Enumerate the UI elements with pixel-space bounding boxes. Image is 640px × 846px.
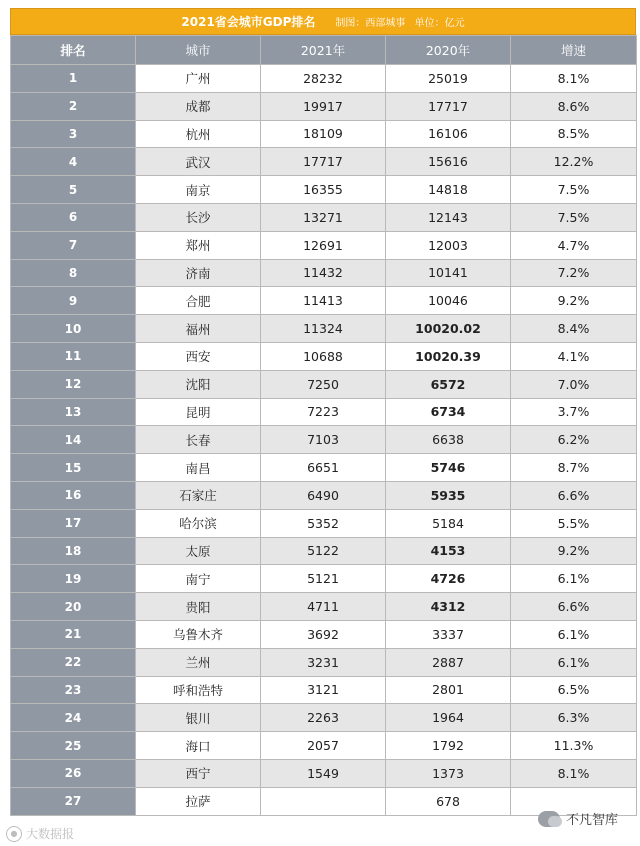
- city-cell: 拉萨: [136, 787, 261, 815]
- city-cell: 西安: [136, 342, 261, 370]
- rank-cell: 21: [11, 620, 136, 648]
- gdp-2020-cell: 3337: [386, 620, 511, 648]
- gdp-2021-cell: 6490: [261, 481, 386, 509]
- gdp-2021-cell: 19917: [261, 92, 386, 120]
- gdp-ranking-table-container: [10, 8, 636, 816]
- gdp-2020-cell: 25019: [386, 65, 511, 93]
- rank-cell: 5: [11, 176, 136, 204]
- gdp-2020-cell: 4312: [386, 593, 511, 621]
- gdp-2020-cell: 6734: [386, 398, 511, 426]
- rank-cell: 14: [11, 426, 136, 454]
- header-2021: 2021年: [261, 36, 386, 65]
- table-title: 2021省会城市GDP排名: [181, 15, 316, 29]
- growth-cell: 8.6%: [511, 92, 637, 120]
- gdp-2020-cell: 12003: [386, 231, 511, 259]
- gdp-2020-cell: 5935: [386, 481, 511, 509]
- rank-cell: 4: [11, 148, 136, 176]
- header-row: [11, 36, 637, 65]
- gdp-2021-cell: 12691: [261, 231, 386, 259]
- table-title-bar: [10, 8, 636, 35]
- growth-cell: 8.7%: [511, 454, 637, 482]
- growth-cell: 6.1%: [511, 565, 637, 593]
- gdp-2020-cell: 5184: [386, 509, 511, 537]
- city-cell: 长沙: [136, 203, 261, 231]
- gdp-2021-cell: 7103: [261, 426, 386, 454]
- gdp-2020-cell: 678: [386, 787, 511, 815]
- gdp-2021-cell: 3231: [261, 648, 386, 676]
- table-row: [11, 732, 637, 760]
- rank-cell: 7: [11, 231, 136, 259]
- city-cell: 乌鲁木齐: [136, 620, 261, 648]
- city-cell: 武汉: [136, 148, 261, 176]
- rank-cell: 1: [11, 65, 136, 93]
- gdp-2021-cell: 4711: [261, 593, 386, 621]
- city-cell: 贵阳: [136, 593, 261, 621]
- watermark-left: [6, 825, 74, 842]
- table-row: [11, 342, 637, 370]
- gdp-2021-cell: 5122: [261, 537, 386, 565]
- rank-cell: 6: [11, 203, 136, 231]
- city-cell: 南昌: [136, 454, 261, 482]
- city-cell: 郑州: [136, 231, 261, 259]
- table-row: [11, 537, 637, 565]
- gdp-2020-cell: 2801: [386, 676, 511, 704]
- table-row: [11, 509, 637, 537]
- table-row: [11, 593, 637, 621]
- city-cell: 太原: [136, 537, 261, 565]
- table-row: [11, 259, 637, 287]
- growth-cell: 6.1%: [511, 620, 637, 648]
- rank-cell: 20: [11, 593, 136, 621]
- city-cell: 长春: [136, 426, 261, 454]
- gdp-2021-cell: 18109: [261, 120, 386, 148]
- growth-cell: 8.1%: [511, 65, 637, 93]
- table-row: [11, 176, 637, 204]
- gdp-2021-cell: 2057: [261, 732, 386, 760]
- growth-cell: 6.6%: [511, 593, 637, 621]
- city-cell: 成都: [136, 92, 261, 120]
- gdp-2020-cell: 5746: [386, 454, 511, 482]
- gdp-2020-cell: 12143: [386, 203, 511, 231]
- city-cell: 昆明: [136, 398, 261, 426]
- table-row: [11, 704, 637, 732]
- city-cell: 海口: [136, 732, 261, 760]
- gdp-2020-cell: 1964: [386, 704, 511, 732]
- gdp-2021-cell: 13271: [261, 203, 386, 231]
- rank-cell: 10: [11, 315, 136, 343]
- table-row: [11, 203, 637, 231]
- table-row: [11, 370, 637, 398]
- gdp-2021-cell: 5352: [261, 509, 386, 537]
- growth-cell: 6.2%: [511, 426, 637, 454]
- growth-cell: 7.2%: [511, 259, 637, 287]
- growth-cell: 6.6%: [511, 481, 637, 509]
- growth-cell: 3.7%: [511, 398, 637, 426]
- city-cell: 济南: [136, 259, 261, 287]
- growth-cell: 4.7%: [511, 231, 637, 259]
- city-cell: 银川: [136, 704, 261, 732]
- gdp-2020-cell: 10020.02: [386, 315, 511, 343]
- rank-cell: 18: [11, 537, 136, 565]
- watermark-right-text: 不凡智库: [565, 813, 618, 828]
- credit-text: 制图：西部城事: [335, 18, 406, 29]
- table-row: [11, 231, 637, 259]
- city-cell: 呼和浩特: [136, 676, 261, 704]
- city-cell: 哈尔滨: [136, 509, 261, 537]
- table-row: [11, 92, 637, 120]
- rank-cell: 16: [11, 481, 136, 509]
- city-cell: 兰州: [136, 648, 261, 676]
- growth-cell: 8.5%: [511, 120, 637, 148]
- table-row: [11, 759, 637, 787]
- gdp-2021-cell: 11432: [261, 259, 386, 287]
- gdp-2021-cell: 10688: [261, 342, 386, 370]
- table-row: [11, 398, 637, 426]
- rank-cell: 13: [11, 398, 136, 426]
- city-cell: 广州: [136, 65, 261, 93]
- table-row: [11, 620, 637, 648]
- watermark-left-text: 大数据报: [26, 827, 75, 841]
- gdp-2021-cell: 11324: [261, 315, 386, 343]
- growth-cell: 8.1%: [511, 759, 637, 787]
- header-2020: 2020年: [386, 36, 511, 65]
- gdp-2021-cell: 2263: [261, 704, 386, 732]
- gdp-2020-cell: 16106: [386, 120, 511, 148]
- gdp-2020-cell: 10020.39: [386, 342, 511, 370]
- table-row: [11, 65, 637, 93]
- rank-cell: 11: [11, 342, 136, 370]
- unit-text: 单位：亿元: [414, 18, 465, 29]
- table-row: [11, 287, 637, 315]
- gdp-2021-cell: 7223: [261, 398, 386, 426]
- gdp-2021-cell: 17717: [261, 148, 386, 176]
- gdp-2021-cell: [261, 787, 386, 815]
- header-rank: 排名: [11, 36, 136, 65]
- gdp-2021-cell: 6651: [261, 454, 386, 482]
- city-cell: 西宁: [136, 759, 261, 787]
- gdp-2020-cell: 10141: [386, 259, 511, 287]
- rank-cell: 8: [11, 259, 136, 287]
- city-cell: 南京: [136, 176, 261, 204]
- gdp-2020-cell: 2887: [386, 648, 511, 676]
- rank-cell: 3: [11, 120, 136, 148]
- table-row: [11, 565, 637, 593]
- growth-cell: 4.1%: [511, 342, 637, 370]
- gdp-2021-cell: 3121: [261, 676, 386, 704]
- table-row: [11, 676, 637, 704]
- table-subtitle: [329, 14, 464, 29]
- gdp-2021-cell: 3692: [261, 620, 386, 648]
- table-row: [11, 648, 637, 676]
- rank-cell: 26: [11, 759, 136, 787]
- city-cell: 杭州: [136, 120, 261, 148]
- rank-cell: 9: [11, 287, 136, 315]
- table-row: [11, 148, 637, 176]
- rank-cell: 2: [11, 92, 136, 120]
- gdp-ranking-table: [10, 35, 637, 816]
- header-growth: 增速: [511, 36, 637, 65]
- gdp-2020-cell: 17717: [386, 92, 511, 120]
- gdp-2020-cell: 1373: [386, 759, 511, 787]
- growth-cell: 9.2%: [511, 287, 637, 315]
- rank-cell: 24: [11, 704, 136, 732]
- gdp-2020-cell: 15616: [386, 148, 511, 176]
- rank-cell: 15: [11, 454, 136, 482]
- rank-cell: 12: [11, 370, 136, 398]
- watermark-right: [538, 809, 618, 828]
- growth-cell: 6.3%: [511, 704, 637, 732]
- gdp-2021-cell: 16355: [261, 176, 386, 204]
- growth-cell: 11.3%: [511, 732, 637, 760]
- growth-cell: 7.5%: [511, 203, 637, 231]
- table-row: [11, 315, 637, 343]
- growth-cell: 7.0%: [511, 370, 637, 398]
- city-cell: 南宁: [136, 565, 261, 593]
- gdp-2021-cell: 1549: [261, 759, 386, 787]
- table-row: [11, 426, 637, 454]
- growth-cell: 8.4%: [511, 315, 637, 343]
- gdp-2020-cell: 14818: [386, 176, 511, 204]
- gdp-2020-cell: 4726: [386, 565, 511, 593]
- rank-cell: 23: [11, 676, 136, 704]
- table-row: [11, 120, 637, 148]
- gdp-2020-cell: 4153: [386, 537, 511, 565]
- gdp-2021-cell: 11413: [261, 287, 386, 315]
- city-cell: 沈阳: [136, 370, 261, 398]
- wechat-icon: [538, 811, 560, 827]
- growth-cell: 5.5%: [511, 509, 637, 537]
- table-body: [11, 65, 637, 816]
- growth-cell: 7.5%: [511, 176, 637, 204]
- watermark-circle-icon: ●: [6, 826, 22, 842]
- growth-cell: 12.2%: [511, 148, 637, 176]
- gdp-2020-cell: 6638: [386, 426, 511, 454]
- gdp-2021-cell: 5121: [261, 565, 386, 593]
- rank-cell: 17: [11, 509, 136, 537]
- rank-cell: 27: [11, 787, 136, 815]
- growth-cell: 6.1%: [511, 648, 637, 676]
- city-cell: 石家庄: [136, 481, 261, 509]
- table-row: [11, 481, 637, 509]
- gdp-2021-cell: 7250: [261, 370, 386, 398]
- growth-cell: 6.5%: [511, 676, 637, 704]
- gdp-2020-cell: 6572: [386, 370, 511, 398]
- gdp-2021-cell: 28232: [261, 65, 386, 93]
- gdp-2020-cell: 1792: [386, 732, 511, 760]
- rank-cell: 25: [11, 732, 136, 760]
- rank-cell: 19: [11, 565, 136, 593]
- header-city: 城市: [136, 36, 261, 65]
- city-cell: 合肥: [136, 287, 261, 315]
- growth-cell: 9.2%: [511, 537, 637, 565]
- table-row: [11, 454, 637, 482]
- rank-cell: 22: [11, 648, 136, 676]
- gdp-2020-cell: 10046: [386, 287, 511, 315]
- city-cell: 福州: [136, 315, 261, 343]
